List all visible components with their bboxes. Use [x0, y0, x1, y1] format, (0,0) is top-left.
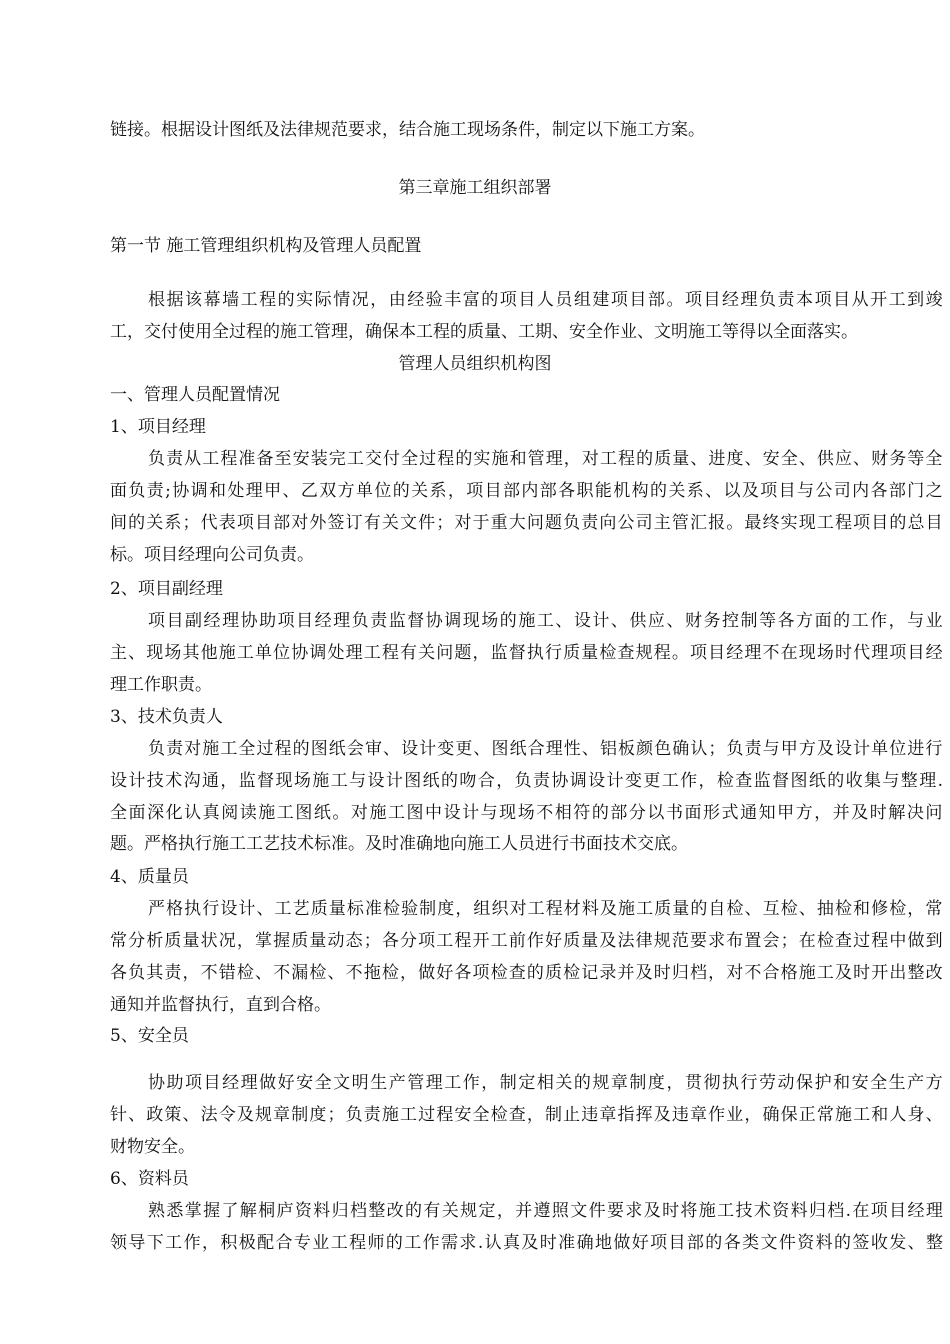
- paragraph-line: 财物安全。: [110, 1137, 195, 1157]
- paragraph-line: 主 、 现 场 其 他 施 工 单 位 协 调 处 理 工 程 有 关 问 题 ， 监 督 执 行 质 量 检 查 规 程 。 项 目 经 理 不 在 现 场 时 代 理 项 目 经: [110, 643, 943, 663]
- item-heading: 5、安全员: [110, 1026, 189, 1046]
- paragraph-line: 设 计 技 术 沟 通 ， 监 督 现 场 施 工 与 设 计 图 纸 的 吻 合 ， 负 责 协 调 设 计 变 更 工 作 ， 检 查 监 督 图 纸 的 收 集 与 整 理 .: [110, 771, 943, 791]
- paragraph-line: 题。严格执行施工工艺技术标准。及时准确地向施工人员进行书面技术交底。: [110, 834, 688, 854]
- subsection-heading: 一、管理人员配置情况: [110, 385, 280, 405]
- item-heading: 1、项目经理: [110, 417, 206, 437]
- paragraph-line: 常 分 析 质 量 状 况 ， 掌 握 质 量 动 态 ； 各 分 项 工 程 开 工 前 作 好 质 量 及 法 律 规 范 要 求 布 置 会 ； 在 检 查 过 程 中 做 到: [110, 931, 943, 951]
- paragraph-line: 根 据 该 幕 墙 工 程 的 实 际 情 况 ， 由 经 验 丰 富 的 项 目 人 员 组 建 项 目 部 。 项 目 经 理 负 责 本 项 目 从 开 工 到 竣: [148, 290, 943, 310]
- paragraph-line: 链接。根据设计图纸及法律规范要求，结合施工现场条件，制定以下施工方案。: [110, 120, 705, 140]
- figure-caption: 管理人员组织机构图: [398, 354, 552, 374]
- paragraph-line: 全 面 深 化 认 真 阅 读 施 工 图 纸 。 对 施 工 图 中 设 计 与 现 场 不 相 符 的 部 分 以 书 面 形 式 通 知 甲 方 ， 并 及 时 解 决 问: [110, 803, 943, 823]
- paragraph-line: 间 的 关 系 ； 代 表 项 目 部 对 外 签 订 有 关 文 件 ； 对 于 重 大 问 题 负 责 向 公 司 主 管 汇 报 。 最 终 实 现 工 程 项 目 的 总 目: [110, 513, 943, 533]
- paragraph-line: 标。项目经理向公司负责。: [110, 545, 314, 565]
- paragraph-line: 负 责 对 施 工 全 过 程 的 图 纸 会 审 、 设 计 变 更 、 图 纸 合 理 性 、 铝 板 颜 色 确 认 ； 负 责 与 甲 方 及 设 计 单 位 进 行: [148, 739, 943, 759]
- item-heading: 4、质量员: [110, 867, 189, 887]
- paragraph-line: 协 助 项 目 经 理 做 好 安 全 文 明 生 产 管 理 工 作 ， 制 定 相 关 的 规 章 制 度 ， 贯 彻 执 行 劳 动 保 护 和 安 全 生 产 方: [148, 1073, 943, 1093]
- paragraph-line: 项 目 副 经 理 协 助 项 目 经 理 负 责 监 督 协 调 现 场 的 施 工 、 设 计 、 供 应 、 财 务 控 制 等 各 方 面 的 工 作 ， 与 业: [148, 611, 943, 631]
- section-heading: 第一节 施工管理组织机构及管理人员配置: [110, 236, 422, 256]
- paragraph-line: 领 导 下 工 作 ， 积 极 配 合 专 业 工 程 师 的 工 作 需 求 . 认 真 及 时 准 确 地 做 好 项 目 部 的 各 类 文 件 资 料 的 签 收 发 、 整: [110, 1233, 943, 1253]
- paragraph-line: 负 责 从 工 程 准 备 至 安 装 完 工 交 付 全 过 程 的 实 施 和 管 理 ， 对 工 程 的 质 量 、 进 度 、 安 全 、 供 应 、 财 务 等 全: [148, 449, 943, 469]
- chapter-heading: 第三章施工组织部署: [398, 178, 552, 198]
- paragraph-line: 通知并监督执行，直到合格。: [110, 995, 331, 1015]
- paragraph-line: 理工作职责。: [110, 675, 212, 695]
- paragraph-line: 工，交付使用全过程的施工管理，确保本工程的质量、工期、安全作业、文明施工等得以全面落实。: [110, 322, 858, 342]
- paragraph-line: 熟 悉 掌 握 了 解 桐 庐 资 料 归 档 整 改 的 有 关 规 定 ， 并 遵 照 文 件 要 求 及 时 将 施 工 技 术 资 料 归 档 . 在 项 目 经 理: [148, 1201, 943, 1221]
- paragraph-line: 各 负 其 责 ， 不 错 检 、 不 漏 检 、 不 拖 检 ， 做 好 各 项 检 查 的 质 检 记 录 并 及 时 归 档 ， 对 不 合 格 施 工 及 时 开 出 整 改: [110, 963, 943, 983]
- paragraph-line: 面 负 责 ; 协 调 和 处 理 甲 、 乙 双 方 单 位 的 关 系 ， 项 目 部 内 部 各 职 能 机 构 的 关 系 、 以 及 项 目 与 公 司 内 各 部 门 之: [110, 481, 943, 501]
- item-heading: 6、资料员: [110, 1169, 189, 1189]
- paragraph-line: 针 、 政 策 、 法 令 及 规 章 制 度 ； 负 责 施 工 过 程 安 全 检 查 ， 制 止 违 章 指 挥 及 违 章 作 业 ， 确 保 正 常 施 工 和 人 身 、: [110, 1105, 943, 1125]
- item-heading: 2、项目副经理: [110, 579, 223, 599]
- paragraph-line: 严 格 执 行 设 计 、 工 艺 质 量 标 准 检 验 制 度 ， 组 织 对 工 程 材 料 及 施 工 质 量 的 自 检 、 互 检 、 抽 检 和 修 检 ， 常: [148, 899, 943, 919]
- item-heading: 3、技术负责人: [110, 707, 223, 727]
